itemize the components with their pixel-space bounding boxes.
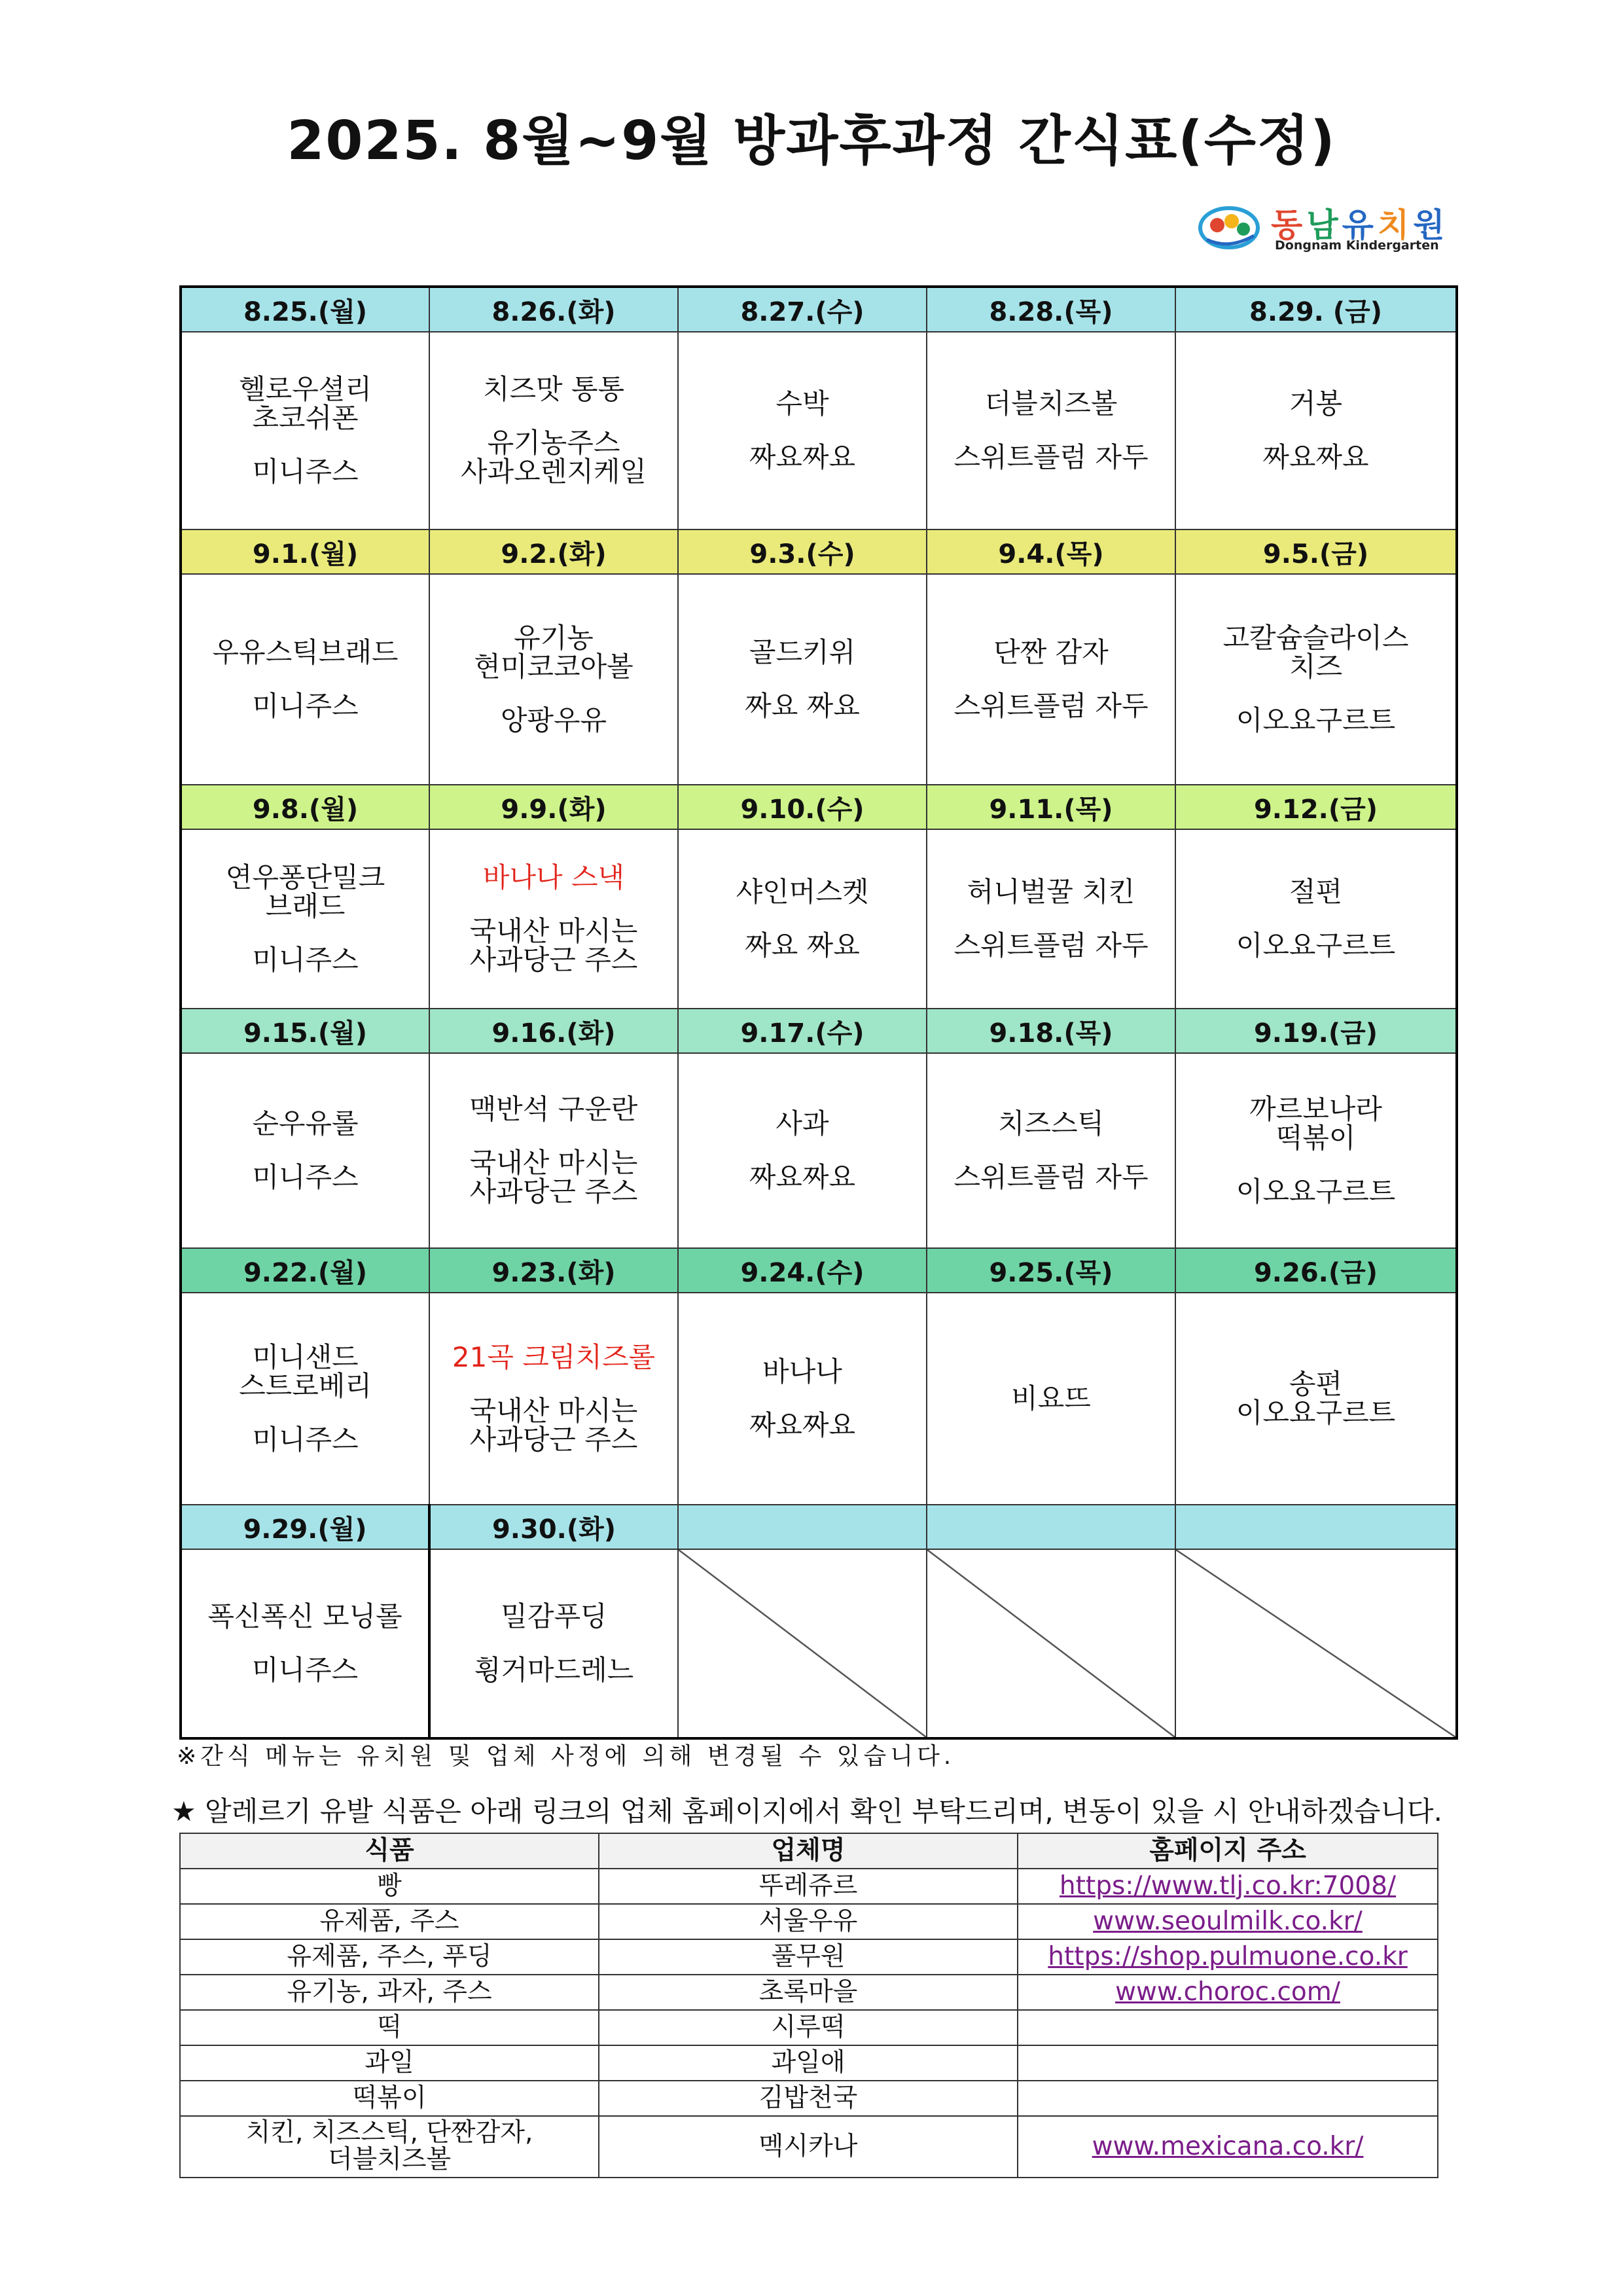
menu-cell <box>1175 829 1457 1009</box>
menu-item: 허니벌꿀 치킨 <box>967 875 1135 908</box>
week-6-menu-row <box>181 1549 1457 1738</box>
menu-item: 현미코코아볼 <box>474 650 633 683</box>
menu-item: 21곡 크림치즈롤 <box>452 1340 656 1373</box>
date-cell: 9.19.(금) <box>1175 1009 1457 1053</box>
menu-item: 국내산 마시는 <box>469 1394 638 1427</box>
menu-cell <box>181 574 429 785</box>
menu-item: 짜요 짜요 <box>745 929 860 961</box>
homepage-cell[interactable] <box>1018 1869 1438 1904</box>
menu-item: 거봉 <box>1289 387 1343 420</box>
date-cell: 8.29. (금) <box>1175 287 1457 332</box>
menu-cell <box>927 1053 1175 1248</box>
allergy-note: ★ 알레르기 유발 식품은 아래 링크의 업체 홈페이지에서 확인 부탁드리며, 변동이 있을 시 안내하겠습니다. <box>171 1795 1442 1827</box>
homepage-cell[interactable] <box>1018 1939 1438 1975</box>
menu-cell <box>927 829 1175 1009</box>
menu-item: 짜요짜요 <box>749 1409 856 1441</box>
vendor-text: 과일애 <box>771 2047 846 2077</box>
date-cell: 9.30.(화) <box>429 1505 678 1549</box>
menu-item: 떡볶이 <box>1275 1121 1356 1154</box>
food-cell <box>180 2045 599 2081</box>
menu-cell <box>429 1053 678 1248</box>
homepage-cell[interactable] <box>1018 1904 1438 1939</box>
week-5-menu-row <box>181 1293 1457 1505</box>
homepage-cell <box>1018 2081 1438 2116</box>
menu-item: 순우유롤 <box>252 1107 359 1139</box>
header-vendor: 업체명 <box>599 1833 1018 1869</box>
line-gap <box>430 404 677 429</box>
logo-emblem-icon <box>1198 202 1263 251</box>
homepage-link[interactable]: www.seoulmilk.co.kr/ <box>1093 1906 1363 1936</box>
line-gap <box>182 1401 429 1426</box>
menu-item: 스위트플럼 자두 <box>954 929 1149 961</box>
menu-item: 송편 <box>1289 1367 1343 1400</box>
date-cell <box>678 1505 927 1549</box>
menu-item: 사과 <box>776 1107 829 1139</box>
food-text: 치킨, 치즈스틱, 단짠감자, 더블치즈볼 <box>245 2118 533 2174</box>
vendor-text: 뚜레쥬르 <box>758 1871 858 1901</box>
vendor-text: 풀무원 <box>771 1941 846 1971</box>
menu-item: 절편 <box>1289 875 1343 908</box>
food-text: 빵 <box>377 1871 402 1901</box>
menu-item: 맥반석 구운란 <box>469 1092 638 1125</box>
date-cell: 9.16.(화) <box>429 1009 678 1053</box>
line-gap <box>927 667 1175 692</box>
food-cell <box>180 2081 599 2116</box>
menu-cell <box>181 1053 429 1248</box>
date-cell: 9.22.(월) <box>181 1248 429 1293</box>
week-6-date-row <box>181 1505 1457 1549</box>
menu-item: 브래드 <box>265 889 346 922</box>
date-cell: 8.28.(목) <box>927 287 1175 332</box>
menu-item: 이오요구르트 <box>1236 1175 1396 1208</box>
menu-item: 골드키위 <box>749 636 856 668</box>
date-cell: 9.12.(금) <box>1175 785 1457 829</box>
menu-item: 국내산 마시는 <box>469 1146 638 1179</box>
date-cell: 9.8.(월) <box>181 785 429 829</box>
week-1-date-row <box>181 287 1457 332</box>
logo-subtitle: Dongnam Kindergarten <box>1275 238 1439 253</box>
menu-item: 미니주스 <box>252 690 359 722</box>
menu-item: 이오요구르트 <box>1236 704 1396 737</box>
line-gap <box>182 667 429 692</box>
homepage-link[interactable]: www.choroc.com/ <box>1115 1977 1340 2007</box>
date-cell: 9.4.(목) <box>927 529 1175 574</box>
vendor-text: 서울우유 <box>758 1906 858 1936</box>
menu-cell <box>181 1293 429 1505</box>
food-text: 떡 <box>377 2012 402 2042</box>
menu-cell <box>927 332 1175 529</box>
page-title: 2025. 8월~9월 방과후과정 간식표(수정) <box>287 110 1336 172</box>
date-cell: 9.17.(수) <box>678 1009 927 1053</box>
food-cell <box>180 2010 599 2045</box>
food-text: 떡볶이 <box>352 2083 427 2113</box>
menu-item: 앙팡우유 <box>500 704 607 737</box>
menu-item: 초코쉬폰 <box>252 401 359 434</box>
menu-item: 치즈맛 통통 <box>482 372 625 405</box>
line-gap <box>679 906 926 931</box>
menu-cell <box>429 1293 678 1505</box>
food-text: 유제품, 주스 <box>319 1906 459 1936</box>
menu-cell <box>429 574 678 785</box>
date-cell <box>927 1505 1175 1549</box>
menu-item: 고칼슘슬라이스 <box>1222 621 1409 654</box>
date-cell: 8.25.(월) <box>181 287 429 332</box>
menu-item: 짜요 짜요 <box>745 690 860 722</box>
menu-cell <box>429 1549 678 1738</box>
food-cell <box>180 1869 599 1904</box>
homepage-cell <box>1018 2045 1438 2081</box>
vendor-text: 멕시카나 <box>758 2131 858 2161</box>
menu-item: 연우퐁단밀크 <box>225 861 385 893</box>
vendor-table <box>179 1833 1438 2178</box>
line-gap <box>1176 418 1455 443</box>
menu-item: 폭신폭신 모닝롤 <box>207 1600 402 1632</box>
homepage-cell[interactable] <box>1018 1975 1438 2010</box>
menu-item: 스위트플럼 자두 <box>954 441 1149 473</box>
line-gap <box>430 1372 677 1397</box>
week-1-menu-row <box>181 332 1457 529</box>
line-gap <box>679 1386 926 1411</box>
empty-cell <box>678 1549 927 1738</box>
menu-item: 더블치즈볼 <box>984 387 1118 420</box>
menu-item: 미니주스 <box>252 1424 359 1456</box>
line-gap <box>182 1138 429 1163</box>
menu-cell <box>1175 332 1457 529</box>
menu-item: 미니주스 <box>252 1161 359 1193</box>
header-food: 식품 <box>180 1833 599 1869</box>
menu-item: 사과당근 주스 <box>469 1424 638 1456</box>
snack-menu-table <box>179 285 1458 1740</box>
line-gap <box>431 1631 677 1656</box>
menu-cell <box>678 574 927 785</box>
week-4-date-row <box>181 1009 1457 1053</box>
line-gap <box>1176 906 1455 931</box>
vendor-row <box>180 2045 1438 2081</box>
vendor-row <box>180 2081 1438 2116</box>
date-cell: 9.10.(수) <box>678 785 927 829</box>
menu-item: 휭거마드레느 <box>474 1654 634 1686</box>
line-gap <box>927 418 1175 443</box>
menu-item: 비요뜨 <box>1011 1382 1091 1414</box>
menu-item: 미니샌드 <box>252 1340 359 1373</box>
menu-item: 스위트플럼 자두 <box>954 690 1149 722</box>
menu-cell <box>181 332 429 529</box>
vendor-row <box>180 2116 1438 2178</box>
vendor-row <box>180 1869 1438 1904</box>
empty-cell <box>927 1549 1175 1738</box>
food-cell <box>180 1939 599 1975</box>
line-gap <box>182 433 429 457</box>
date-cell: 9.25.(목) <box>927 1248 1175 1293</box>
homepage-cell <box>1018 2010 1438 2045</box>
menu-item: 밀감푸딩 <box>501 1600 607 1632</box>
menu-cell <box>429 332 678 529</box>
menu-cell <box>678 829 927 1009</box>
menu-cell <box>1175 1293 1457 1505</box>
menu-item: 스위트플럼 자두 <box>954 1161 1149 1193</box>
vendor-text: 초록마을 <box>758 1977 858 2007</box>
line-gap <box>679 1138 926 1163</box>
date-cell: 9.18.(목) <box>927 1009 1175 1053</box>
line-gap <box>927 1138 1175 1163</box>
menu-item: 사과당근 주스 <box>469 944 638 977</box>
menu-cell <box>181 829 429 1009</box>
menu-item: 짜요짜요 <box>1262 441 1369 473</box>
food-cell <box>180 1975 599 2010</box>
menu-item: 바나나 <box>762 1355 842 1388</box>
menu-item: 짜요짜요 <box>749 1161 856 1193</box>
menu-item: 이오요구르트 <box>1236 929 1396 961</box>
week-2-date-row <box>181 529 1457 574</box>
food-cell <box>180 1904 599 1939</box>
line-gap <box>679 418 926 443</box>
header-homepage: 홈페이지 주소 <box>1018 1833 1438 1869</box>
vendor-table-header <box>180 1833 1438 1869</box>
menu-item: 사과당근 주스 <box>469 1175 638 1208</box>
week-5-date-row <box>181 1248 1457 1293</box>
week-3-menu-row <box>181 829 1457 1009</box>
week-4-menu-row <box>181 1053 1457 1248</box>
vendor-cell <box>599 2010 1018 2045</box>
vendor-cell <box>599 1975 1018 2010</box>
homepage-link[interactable]: www.mexicana.co.kr/ <box>1092 2131 1364 2161</box>
vendor-text: 김밥천국 <box>758 2083 858 2113</box>
menu-item: 바나나 스낵 <box>482 861 625 893</box>
menu-cell <box>678 1053 927 1248</box>
menu-cell <box>678 332 927 529</box>
menu-item: 유기농주스 <box>487 426 620 459</box>
week-3-date-row <box>181 785 1457 829</box>
menu-change-note: ※간식 메뉴는 유치원 및 업체 사정에 의해 변경될 수 있습니다. <box>177 1743 955 1770</box>
menu-cell <box>927 574 1175 785</box>
vendor-cell <box>599 2081 1018 2116</box>
menu-cell <box>429 829 678 1009</box>
menu-item: 치즈스틱 <box>997 1107 1105 1139</box>
date-cell: 9.24.(수) <box>678 1248 927 1293</box>
menu-item: 우유스틱브래드 <box>212 636 399 668</box>
menu-item: 헬로우셜리 <box>239 372 372 405</box>
homepage-link[interactable]: https://shop.pulmuone.co.kr <box>1048 1941 1408 1971</box>
vendor-cell <box>599 1904 1018 1939</box>
vendor-cell <box>599 1869 1018 1904</box>
menu-item: 수박 <box>776 387 829 420</box>
line-gap <box>1176 1153 1455 1177</box>
line-gap <box>679 667 926 692</box>
line-gap <box>182 921 429 946</box>
menu-item: 국내산 마시는 <box>469 914 638 947</box>
menu-cell <box>678 1293 927 1505</box>
date-cell: 9.5.(금) <box>1175 529 1457 574</box>
menu-item: 사과오렌지케일 <box>460 456 647 488</box>
date-cell: 9.23.(화) <box>429 1248 678 1293</box>
line-gap <box>430 892 677 917</box>
date-cell: 8.27.(수) <box>678 287 927 332</box>
menu-cell <box>1175 574 1457 785</box>
vendor-text: 시루떡 <box>771 2012 846 2042</box>
date-cell: 9.2.(화) <box>429 529 678 574</box>
vendor-row <box>180 1975 1438 2010</box>
date-cell: 9.15.(월) <box>181 1009 429 1053</box>
homepage-link[interactable]: https://www.tlj.co.kr:7008/ <box>1059 1871 1397 1901</box>
food-text: 유기농, 과자, 주스 <box>287 1977 492 2007</box>
line-gap <box>430 681 677 706</box>
kindergarten-logo <box>1198 196 1449 262</box>
date-cell: 9.26.(금) <box>1175 1248 1457 1293</box>
date-cell: 9.1.(월) <box>181 529 429 574</box>
vendor-row <box>180 1904 1438 1939</box>
menu-item: 까르보나라 <box>1249 1092 1382 1125</box>
vendor-row <box>180 1939 1438 1975</box>
vendor-row <box>180 2010 1438 2045</box>
vendor-cell <box>599 2045 1018 2081</box>
menu-item: 스트로베리 <box>239 1369 372 1402</box>
line-gap <box>927 906 1175 931</box>
empty-cell <box>1175 1549 1457 1738</box>
menu-cell <box>1175 1053 1457 1248</box>
food-cell <box>180 2116 599 2178</box>
menu-item: 유기농 <box>514 621 594 654</box>
homepage-cell[interactable] <box>1018 2116 1438 2178</box>
date-cell: 9.3.(수) <box>678 529 927 574</box>
menu-item: 샤인머스켓 <box>736 875 869 908</box>
line-gap <box>430 1124 677 1149</box>
date-cell: 8.26.(화) <box>429 287 678 332</box>
menu-item: 이오요구르트 <box>1236 1397 1396 1429</box>
date-cell: 9.29.(월) <box>181 1505 429 1549</box>
week-2-menu-row <box>181 574 1457 785</box>
menu-item: 미니주스 <box>252 456 359 488</box>
menu-item: 단짠 감자 <box>993 636 1109 668</box>
vendor-cell <box>599 2116 1018 2178</box>
date-cell: 9.11.(목) <box>927 785 1175 829</box>
line-gap <box>182 1631 428 1656</box>
menu-cell <box>927 1293 1175 1505</box>
date-cell: 9.9.(화) <box>429 785 678 829</box>
menu-item: 미니주스 <box>252 944 359 977</box>
vendor-cell <box>599 1939 1018 1975</box>
date-cell <box>1175 1505 1457 1549</box>
menu-item: 치즈 <box>1289 650 1343 683</box>
menu-item: 미니주스 <box>251 1654 359 1686</box>
menu-cell <box>181 1549 429 1738</box>
menu-item: 짜요짜요 <box>749 441 856 473</box>
logo-name: 동남유치원 <box>1271 206 1449 244</box>
food-text: 과일 <box>365 2047 414 2077</box>
food-text: 유제품, 주스, 푸딩 <box>287 1941 492 1971</box>
line-gap <box>1176 681 1455 706</box>
